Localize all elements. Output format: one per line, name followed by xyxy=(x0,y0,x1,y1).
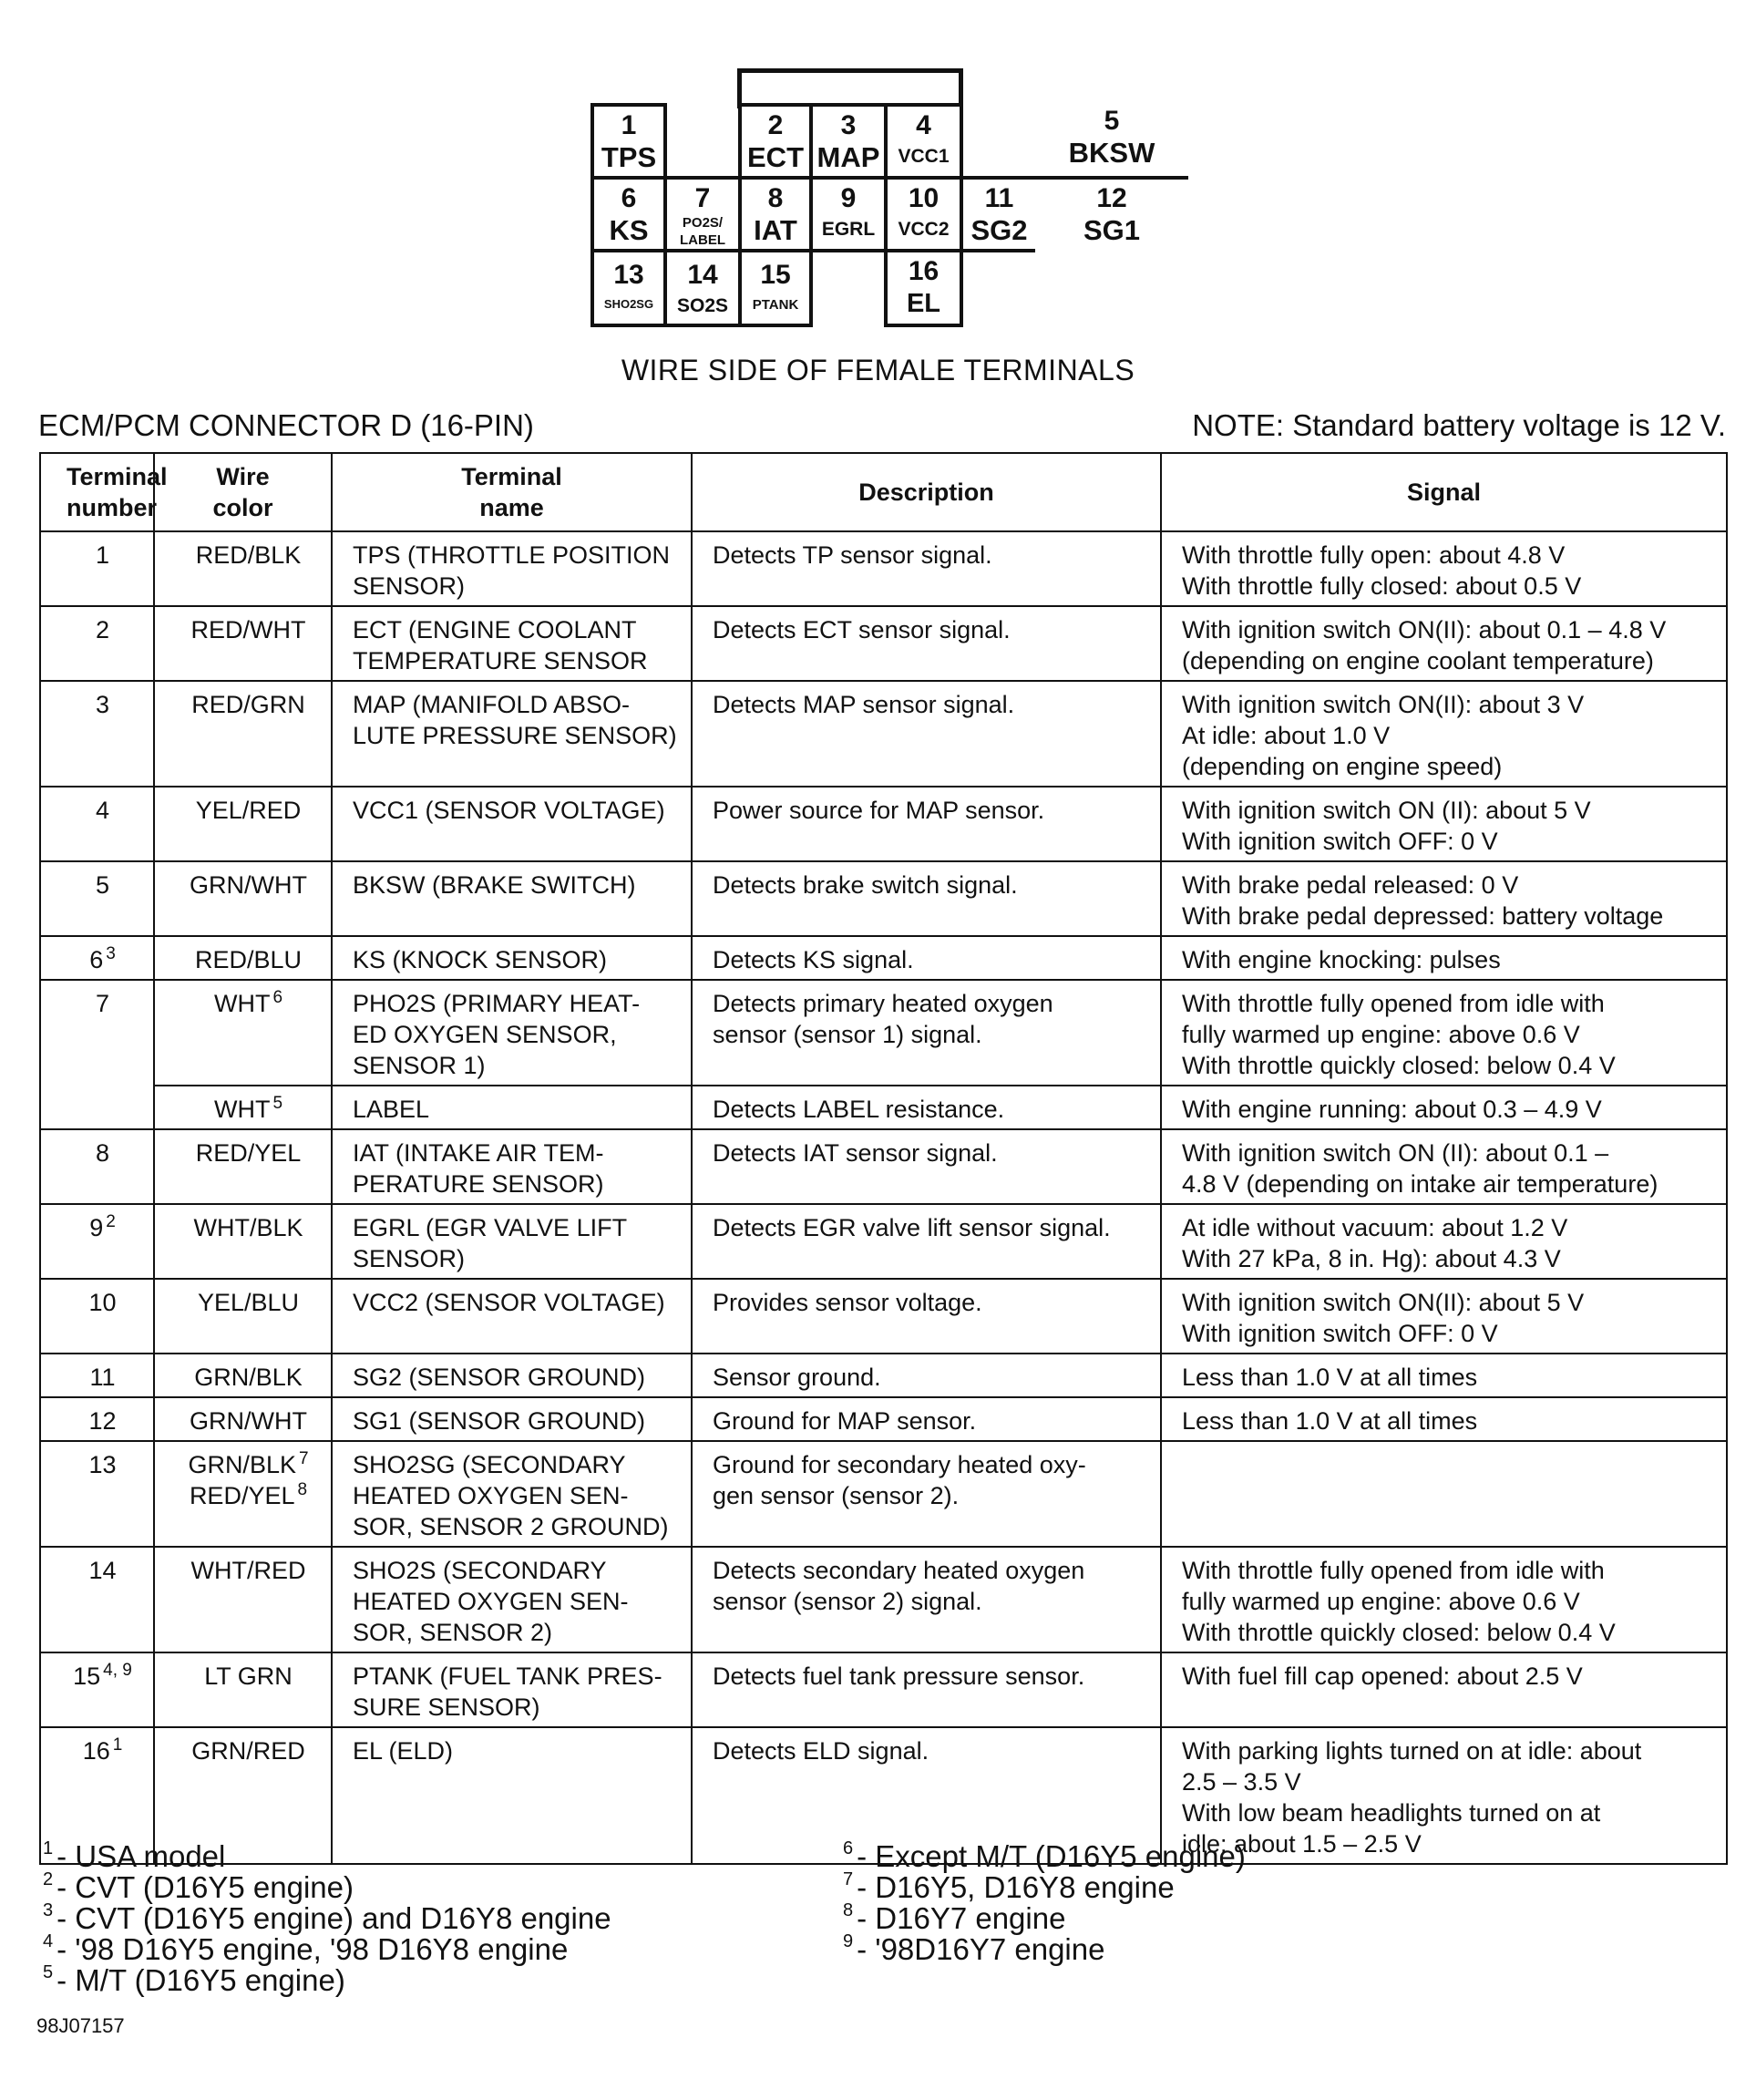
terminal-name: SG1 (SENSOR GROUND) xyxy=(332,1397,692,1441)
pin-8 xyxy=(738,176,813,252)
terminal-number-cell xyxy=(40,1441,154,1547)
terminal-name: TPS (THROTTLE POSITION SENSOR) xyxy=(332,531,692,606)
pin-number: 7 xyxy=(694,183,711,213)
terminal-number: 15 xyxy=(73,1662,101,1690)
pin-5 xyxy=(1035,98,1188,180)
col-header-terminal-number: Terminal number xyxy=(40,453,154,531)
footnote-ref: 2 xyxy=(106,1212,116,1231)
signal: With ignition switch ON(II): about 0.1 – 4.8 V (depending on engine coolant temperature) xyxy=(1161,606,1727,681)
wire-color-cell xyxy=(154,1129,332,1204)
pin-15 xyxy=(738,249,813,327)
pin-label: SG1 xyxy=(1083,214,1141,246)
terminal-number-cell xyxy=(40,1547,154,1652)
pin-12 xyxy=(1035,176,1188,259)
terminal-name: PTANK (FUEL TANK PRES- SURE SENSOR) xyxy=(332,1652,692,1727)
footnote-mark: 5 xyxy=(43,1962,54,1982)
footnote xyxy=(843,1900,1246,1935)
terminal-number: 1 xyxy=(95,541,110,569)
diagram-caption: WIRE SIDE OF FEMALE TERMINALS xyxy=(621,354,1135,386)
terminal-table xyxy=(39,452,1728,1865)
terminal-name: LABEL xyxy=(332,1086,692,1129)
footnote-ref: 1 xyxy=(112,1735,123,1755)
footnote-text: - CVT (D16Y5 engine) and D16Y8 engine xyxy=(56,1901,611,1935)
terminal-number: 11 xyxy=(89,1364,116,1391)
footnote xyxy=(43,1869,611,1904)
description: Detects IAT sensor signal. xyxy=(692,1129,1161,1204)
footnote-ref: 6 xyxy=(272,988,283,1007)
terminal-number: 12 xyxy=(88,1407,117,1435)
terminal-number-cell xyxy=(40,787,154,861)
wire-color: RED/YEL xyxy=(195,1139,302,1167)
description: Ground for secondary heated oxy- gen sensor (sensor 2). xyxy=(692,1441,1161,1547)
description: Detects TP sensor signal. xyxy=(692,531,1161,606)
signal: With throttle fully opened from idle with fully warmed up engine: above 0.6 V With throttle quickly closed: below 0.4 V xyxy=(1161,980,1727,1086)
pin-number: 10 xyxy=(908,183,940,213)
pin-label: VCC1 xyxy=(898,146,950,167)
pin-13 xyxy=(590,249,667,327)
description: Detects fuel tank pressure sensor. xyxy=(692,1652,1161,1727)
description: Detects ELD signal. xyxy=(692,1727,1161,1864)
footnote-text: - '98 D16Y5 engine, '98 D16Y8 engine xyxy=(56,1932,569,1966)
pin-label: BKSW xyxy=(1068,137,1155,169)
footnote-mark: 8 xyxy=(843,1900,854,1920)
wire-color-cell xyxy=(154,1354,332,1397)
footnote xyxy=(843,1838,1246,1873)
wire-color-cell xyxy=(154,1441,332,1547)
footnote-text: - Except M/T (D16Y5 engine) xyxy=(857,1839,1246,1873)
terminal-number: 3 xyxy=(95,691,110,718)
connector-diagram xyxy=(0,0,1756,346)
terminal-name: VCC1 (SENSOR VOLTAGE) xyxy=(332,787,692,861)
footnote xyxy=(43,1838,611,1873)
pin-label: SG2 xyxy=(970,214,1028,246)
wire-color-cell xyxy=(154,1547,332,1652)
wire-color-cell xyxy=(154,1086,332,1129)
description: Detects ECT sensor signal. xyxy=(692,606,1161,681)
footnote-ref: 8 xyxy=(297,1480,308,1499)
wire-color-cell xyxy=(154,681,332,787)
pin-3 xyxy=(809,103,888,180)
terminal-name: SHO2SG (SECONDARY HEATED OXYGEN SEN- SOR, SENSOR 2 GROUND) xyxy=(332,1441,692,1547)
terminal-number: 5 xyxy=(95,871,110,899)
table-row xyxy=(40,1279,1727,1354)
pin-number: 2 xyxy=(767,110,784,140)
terminal-name: IAT (INTAKE AIR TEM- PERATURE SENSOR) xyxy=(332,1129,692,1204)
terminal-name: KS (KNOCK SENSOR) xyxy=(332,936,692,980)
signal: With fuel fill cap opened: about 2.5 V xyxy=(1161,1652,1727,1727)
wire-color: WHT/RED xyxy=(190,1557,306,1584)
pin-number: 15 xyxy=(760,260,791,290)
table-row xyxy=(40,1086,1727,1129)
description: Detects LABEL resistance. xyxy=(692,1086,1161,1129)
description: Detects EGR valve lift sensor signal. xyxy=(692,1204,1161,1279)
pin-6 xyxy=(590,176,667,252)
terminal-number-cell xyxy=(40,1397,154,1441)
footnote-text: - D16Y7 engine xyxy=(857,1901,1066,1935)
signal: With throttle fully open: about 4.8 V With throttle fully closed: about 0.5 V xyxy=(1161,531,1727,606)
table-row xyxy=(40,1441,1727,1547)
pin-number: 16 xyxy=(908,256,940,286)
table-row xyxy=(40,606,1727,681)
pin-label: EGRL xyxy=(821,219,876,240)
signal: With ignition switch ON (II): about 0.1 – 4.8 V (depending on intake air temperature) xyxy=(1161,1129,1727,1204)
wire-color: RED/BLU xyxy=(194,946,303,973)
terminal-number-cell xyxy=(40,980,154,1129)
footnote-text: - CVT (D16Y5 engine) xyxy=(56,1870,354,1904)
description: Power source for MAP sensor. xyxy=(692,787,1161,861)
table-row xyxy=(40,1547,1727,1652)
terminal-number-cell xyxy=(40,1354,154,1397)
terminal-name: MAP (MANIFOLD ABSO- LUTE PRESSURE SENSOR) xyxy=(332,681,692,787)
wire-color: GRN/WHT xyxy=(190,871,307,899)
wire-color-cell xyxy=(154,1397,332,1441)
pin-number: 4 xyxy=(916,110,931,140)
pin-1 xyxy=(590,103,667,180)
table-row xyxy=(40,1129,1727,1204)
table-row xyxy=(40,936,1727,980)
pin-number: 6 xyxy=(621,183,637,213)
wire-color: LT GRN xyxy=(204,1662,293,1690)
wire-color-cell xyxy=(154,861,332,936)
battery-note: NOTE: Standard battery voltage is 12 V. xyxy=(1192,408,1726,442)
pin-label: PO2S/ LABEL xyxy=(680,215,725,248)
table-row xyxy=(40,861,1727,936)
wire-color: WHT xyxy=(213,1096,271,1123)
signal: With engine running: about 0.3 – 4.9 V xyxy=(1161,1086,1727,1129)
footnote xyxy=(843,1931,1246,1966)
pin-number: 11 xyxy=(984,183,1014,213)
footnote-mark: 1 xyxy=(43,1838,54,1858)
wire-color: RED/GRN xyxy=(191,691,305,718)
wire-color-cell xyxy=(154,1279,332,1354)
terminal-number: 7 xyxy=(95,990,110,1017)
col-header-signal: Signal xyxy=(1161,453,1727,531)
signal: At idle without vacuum: about 1.2 V With 27 kPa, 8 in. Hg): about 4.3 V xyxy=(1161,1204,1727,1279)
footnote-text: - M/T (D16Y5 engine) xyxy=(56,1963,345,1997)
footnote-mark: 6 xyxy=(843,1838,854,1858)
footnote xyxy=(43,1962,611,1997)
wire-color: GRN/BLK xyxy=(188,1451,296,1478)
terminal-name: BKSW (BRAKE SWITCH) xyxy=(332,861,692,936)
pin-9 xyxy=(809,176,888,252)
footnote-text: - '98D16Y7 engine xyxy=(857,1932,1105,1966)
wire-color: YEL/RED xyxy=(195,797,302,824)
footnote-mark: 9 xyxy=(843,1931,854,1951)
terminal-number: 13 xyxy=(88,1451,117,1478)
terminal-name: EGRL (EGR VALVE LIFT SENSOR) xyxy=(332,1204,692,1279)
pin-number: 1 xyxy=(621,110,637,140)
col-header-wire-color: Wire color xyxy=(154,453,332,531)
signal: Less than 1.0 V at all times xyxy=(1161,1397,1727,1441)
pin-label: EL xyxy=(906,289,941,318)
wire-color-cell xyxy=(154,1652,332,1727)
terminal-name: PHO2S (PRIMARY HEAT- ED OXYGEN SENSOR, SENSOR 1) xyxy=(332,980,692,1086)
description: Detects primary heated oxygen sensor (sensor 1) signal. xyxy=(692,980,1161,1086)
terminal-number: 6 xyxy=(89,946,104,973)
wire-color-cell xyxy=(154,936,332,980)
signal: With parking lights turned on at idle: about 2.5 – 3.5 V With low beam headlights turned on at idle: about 1.5 – 2.5 V xyxy=(1161,1727,1727,1864)
signal: With ignition switch ON(II): about 5 V With ignition switch OFF: 0 V xyxy=(1161,1279,1727,1354)
terminal-name: VCC2 (SENSOR VOLTAGE) xyxy=(332,1279,692,1354)
terminal-number: 14 xyxy=(88,1557,117,1584)
pin-label: ECT xyxy=(747,141,804,173)
signal: With engine knocking: pulses xyxy=(1161,936,1727,980)
wire-color-cell xyxy=(154,531,332,606)
description: Detects KS signal. xyxy=(692,936,1161,980)
terminal-number-cell xyxy=(40,861,154,936)
terminal-number: 16 xyxy=(82,1737,110,1765)
wire-color: RED/WHT xyxy=(190,616,306,643)
terminal-number: 4 xyxy=(95,797,110,824)
terminal-number: 8 xyxy=(95,1139,110,1167)
pin-label: PTANK xyxy=(752,297,799,313)
col-header-terminal-name: Terminal name xyxy=(332,453,692,531)
footnote-text: - USA model xyxy=(56,1839,226,1873)
footnotes-right xyxy=(843,1838,1246,1966)
footnote xyxy=(43,1931,611,1966)
pin-2 xyxy=(738,103,813,180)
table-row xyxy=(40,1397,1727,1441)
figure-id: 98J07157 xyxy=(36,2014,125,2037)
footnote-ref: 3 xyxy=(106,944,116,963)
footnote-mark: 4 xyxy=(43,1931,54,1951)
terminal-number-cell xyxy=(40,1652,154,1727)
wire-color: WHT xyxy=(213,990,271,1017)
terminal-number-cell xyxy=(40,1279,154,1354)
pin-number: 13 xyxy=(613,260,644,290)
wire-color: GRN/WHT xyxy=(190,1407,307,1435)
footnote-ref: 7 xyxy=(298,1449,309,1468)
signal: With ignition switch ON(II): about 3 V At idle: about 1.0 V (depending on engine speed) xyxy=(1161,681,1727,787)
footnote-ref: 4, 9 xyxy=(103,1661,132,1680)
terminal-number: 2 xyxy=(95,616,110,643)
signal: Less than 1.0 V at all times xyxy=(1161,1354,1727,1397)
wire-color-cell xyxy=(154,787,332,861)
terminal-number: 9 xyxy=(89,1214,104,1241)
pin-7 xyxy=(663,176,742,252)
footnote-mark: 7 xyxy=(843,1869,854,1889)
table-row xyxy=(40,531,1727,606)
terminal-number: 10 xyxy=(88,1289,117,1316)
wire-color: YEL/BLU xyxy=(197,1289,300,1316)
terminal-name: SHO2S (SECONDARY HEATED OXYGEN SEN- SOR, SENSOR 2) xyxy=(332,1547,692,1652)
pin-label: SHO2SG xyxy=(603,297,654,311)
pin-label: SO2S xyxy=(676,295,729,316)
terminal-table-body xyxy=(40,531,1727,1864)
description: Detects secondary heated oxygen sensor (sensor 2) signal. xyxy=(692,1547,1161,1652)
wire-color: GRN/RED xyxy=(191,1737,305,1765)
terminal-name: SG2 (SENSOR GROUND) xyxy=(332,1354,692,1397)
description: Sensor ground. xyxy=(692,1354,1161,1397)
terminal-number-cell xyxy=(40,936,154,980)
table-row xyxy=(40,1652,1727,1727)
wire-color: RED/YEL xyxy=(189,1482,295,1509)
wire-color-cell xyxy=(154,980,332,1086)
table-row xyxy=(40,787,1727,861)
footnotes-left xyxy=(43,1838,611,1997)
footnote-mark: 3 xyxy=(43,1900,54,1920)
footnote-ref: 5 xyxy=(272,1094,283,1113)
pin-number: 3 xyxy=(840,110,857,140)
signal xyxy=(1161,1441,1727,1547)
pin-label: VCC2 xyxy=(898,219,950,240)
pin-label: TPS xyxy=(601,141,657,173)
connector-title: ECM/PCM CONNECTOR D (16-PIN) xyxy=(38,408,534,442)
description: Ground for MAP sensor. xyxy=(692,1397,1161,1441)
wire-color: RED/BLK xyxy=(195,541,302,569)
wire-color: WHT/BLK xyxy=(193,1214,303,1241)
pin-16 xyxy=(884,249,963,327)
wire-color: GRN/BLK xyxy=(194,1364,303,1391)
signal: With throttle fully opened from idle with fully warmed up engine: above 0.6 V With throttle quickly closed: below 0.4 V xyxy=(1161,1547,1727,1652)
terminal-name: EL (ELD) xyxy=(332,1727,692,1864)
table-row xyxy=(40,980,1727,1086)
pin-4 xyxy=(884,103,963,180)
terminal-number-cell xyxy=(40,1129,154,1204)
pin-number: 12 xyxy=(1096,183,1127,213)
wire-color-cell xyxy=(154,1204,332,1279)
footnote xyxy=(43,1900,611,1935)
pin-number: 9 xyxy=(840,183,857,213)
table-row xyxy=(40,681,1727,787)
table-row xyxy=(40,1354,1727,1397)
col-header-description: Description xyxy=(692,453,1161,531)
description: Detects MAP sensor signal. xyxy=(692,681,1161,787)
table-header-row xyxy=(40,453,1727,531)
signal: With brake pedal released: 0 V With brake pedal depressed: battery voltage xyxy=(1161,861,1727,936)
footnote-text: - D16Y5, D16Y8 engine xyxy=(857,1870,1175,1904)
footnote xyxy=(843,1869,1246,1904)
pin-10 xyxy=(884,176,963,252)
terminal-number-cell xyxy=(40,606,154,681)
terminal-name: ECT (ENGINE COOLANT TEMPERATURE SENSOR xyxy=(332,606,692,681)
pin-14 xyxy=(663,249,742,327)
signal: With ignition switch ON (II): about 5 V With ignition switch OFF: 0 V xyxy=(1161,787,1727,861)
table-row xyxy=(40,1204,1727,1279)
terminal-number-cell xyxy=(40,681,154,787)
terminal-number-cell xyxy=(40,531,154,606)
pin-label: IAT xyxy=(754,214,797,246)
terminal-number-cell xyxy=(40,1204,154,1279)
pin-number: 8 xyxy=(767,183,784,213)
wire-color-cell xyxy=(154,606,332,681)
pin-11 xyxy=(960,176,1039,252)
pin-label: MAP xyxy=(816,141,880,173)
pin-label: KS xyxy=(609,214,649,246)
description: Provides sensor voltage. xyxy=(692,1279,1161,1354)
description: Detects brake switch signal. xyxy=(692,861,1161,936)
footnote-mark: 2 xyxy=(43,1869,54,1889)
pin-number: 14 xyxy=(687,260,718,290)
pin-number: 5 xyxy=(1104,106,1120,136)
